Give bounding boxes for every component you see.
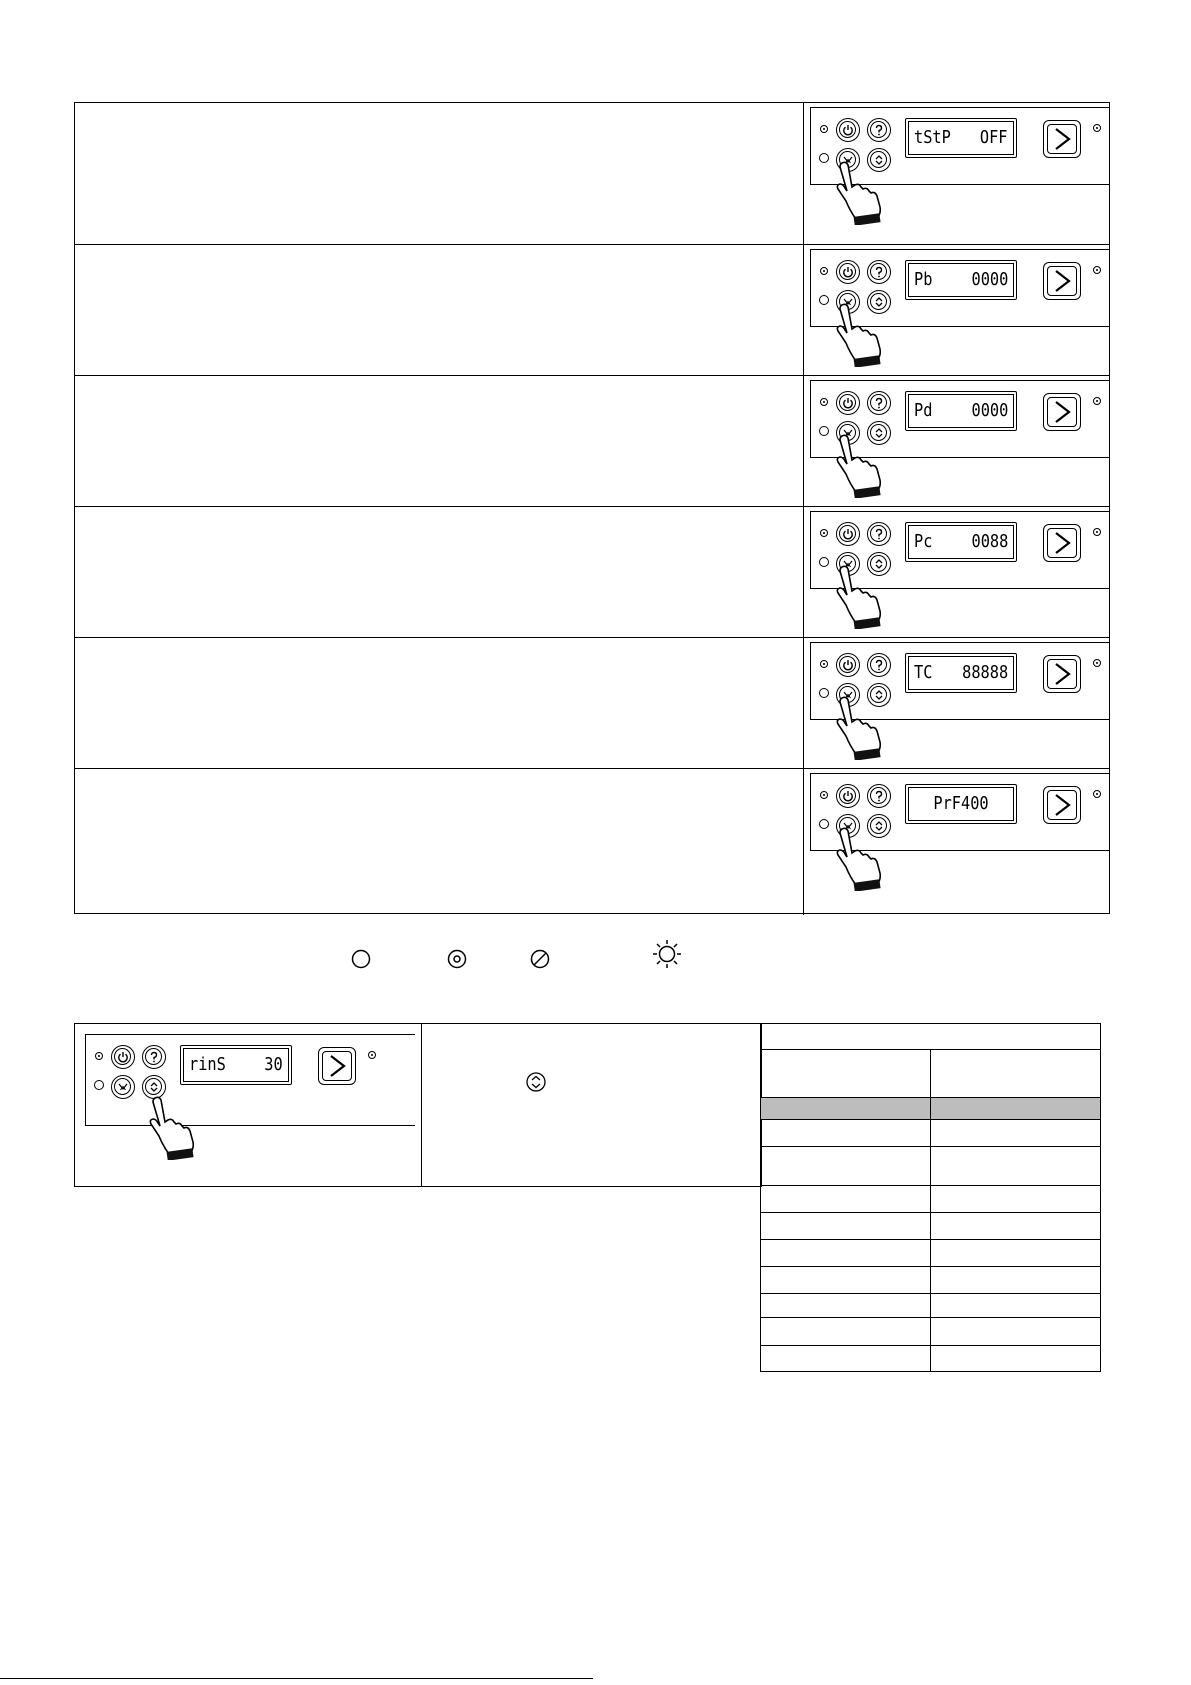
led-fast-blinking-icon bbox=[651, 938, 683, 975]
pressing-hand-icon bbox=[832, 161, 892, 225]
step-illustration bbox=[803, 638, 1109, 768]
status-led-icon bbox=[819, 819, 829, 829]
display-value: 30 bbox=[264, 1054, 283, 1075]
indicator-dot-icon bbox=[1093, 124, 1101, 132]
lcd-display bbox=[180, 1045, 292, 1085]
display-value: 0088 bbox=[971, 531, 1008, 552]
step-description bbox=[75, 376, 803, 506]
table-cell bbox=[931, 1294, 1101, 1318]
pressing-hand-icon bbox=[145, 1096, 205, 1160]
status-led-icon bbox=[819, 688, 829, 698]
step-description bbox=[75, 245, 803, 375]
led-on-icon bbox=[446, 948, 468, 975]
next-button[interactable] bbox=[1043, 120, 1081, 158]
display-value: 0000 bbox=[971, 400, 1008, 421]
step-row bbox=[75, 375, 1109, 506]
column-divider bbox=[421, 1024, 422, 1186]
settings-grid-table bbox=[760, 1023, 1101, 1372]
help-button[interactable] bbox=[867, 653, 891, 677]
lcd-display bbox=[905, 653, 1017, 693]
indicator-dot-icon bbox=[1093, 397, 1101, 405]
step-description bbox=[75, 507, 803, 637]
table-cell bbox=[931, 1318, 1101, 1346]
footnote-rule bbox=[0, 1678, 593, 1679]
next-button[interactable] bbox=[1043, 524, 1081, 562]
table-cell bbox=[931, 1240, 1101, 1267]
table-cell bbox=[931, 1120, 1101, 1147]
status-led-icon bbox=[94, 1080, 104, 1090]
power-button[interactable] bbox=[836, 784, 860, 808]
table-cell bbox=[761, 1294, 931, 1318]
help-button[interactable] bbox=[867, 260, 891, 284]
control-panel bbox=[85, 1034, 415, 1126]
display-parameter: Pb bbox=[914, 269, 933, 290]
next-button[interactable] bbox=[1043, 262, 1081, 300]
display-parameter: TC bbox=[914, 662, 933, 683]
pressing-hand-icon bbox=[832, 827, 892, 891]
status-led-icon bbox=[819, 557, 829, 567]
led-blinking-icon bbox=[529, 948, 551, 975]
lcd-display bbox=[905, 522, 1017, 562]
pressing-hand-icon bbox=[832, 434, 892, 498]
pressing-hand-icon bbox=[832, 303, 892, 367]
help-button[interactable] bbox=[867, 522, 891, 546]
step-illustration bbox=[803, 376, 1109, 506]
indicator-dot-icon bbox=[820, 125, 828, 133]
step-illustration bbox=[803, 769, 1109, 915]
display-parameter: tStP bbox=[914, 127, 951, 148]
indicator-dot-icon bbox=[368, 1051, 376, 1059]
table-cell bbox=[761, 1346, 931, 1372]
rinse-panel-illustration bbox=[85, 1024, 415, 1184]
next-button[interactable] bbox=[1043, 655, 1081, 693]
step-description bbox=[75, 103, 803, 244]
indicator-dot-icon bbox=[1093, 790, 1101, 798]
display-parameter: Pd bbox=[914, 400, 933, 421]
indicator-dot-icon bbox=[820, 529, 828, 537]
table-cell bbox=[931, 1147, 1101, 1186]
indicator-dot-icon bbox=[1093, 528, 1101, 536]
help-button[interactable] bbox=[867, 784, 891, 808]
indicator-dot-icon bbox=[1093, 659, 1101, 667]
table-cell bbox=[761, 1213, 931, 1240]
status-led-icon bbox=[819, 295, 829, 305]
start-button[interactable] bbox=[111, 1075, 135, 1099]
step-description bbox=[75, 769, 803, 915]
pressing-hand-icon bbox=[832, 565, 892, 629]
step-description bbox=[75, 638, 803, 768]
table-cell bbox=[931, 1346, 1101, 1372]
table-cell bbox=[761, 1267, 931, 1294]
display-value: 0000 bbox=[971, 269, 1008, 290]
step-row bbox=[75, 506, 1109, 637]
lcd-display bbox=[905, 260, 1017, 300]
indicator-dot-icon bbox=[1093, 266, 1101, 274]
display-value: 88888 bbox=[961, 662, 1008, 683]
next-button[interactable] bbox=[1043, 393, 1081, 431]
power-button[interactable] bbox=[111, 1045, 135, 1069]
pressing-hand-icon bbox=[832, 696, 892, 760]
lcd-display bbox=[905, 118, 1017, 158]
step-illustration bbox=[803, 507, 1109, 637]
table-cell bbox=[931, 1267, 1101, 1294]
lcd-display bbox=[905, 784, 1017, 824]
status-led-icon bbox=[819, 426, 829, 436]
table-cell bbox=[761, 1240, 931, 1267]
table-cell-shaded bbox=[931, 1098, 1101, 1120]
steps-table bbox=[74, 102, 1110, 914]
power-button[interactable] bbox=[836, 118, 860, 142]
help-button[interactable] bbox=[867, 118, 891, 142]
next-button[interactable] bbox=[1043, 786, 1081, 824]
indicator-dot-icon bbox=[820, 660, 828, 668]
rinse-step-box bbox=[74, 1023, 762, 1187]
indicator-dot-icon bbox=[820, 791, 828, 799]
power-button[interactable] bbox=[836, 653, 860, 677]
status-led-icon bbox=[819, 153, 829, 163]
table-cell bbox=[761, 1120, 931, 1147]
power-button[interactable] bbox=[836, 260, 860, 284]
step-row bbox=[75, 244, 1109, 375]
indicator-dot-icon bbox=[820, 398, 828, 406]
table-cell bbox=[931, 1213, 1101, 1240]
table-cell bbox=[931, 1050, 1101, 1098]
step-row bbox=[75, 103, 1109, 244]
table-cell bbox=[931, 1186, 1101, 1213]
table-cell bbox=[761, 1050, 931, 1098]
table-cell bbox=[761, 1147, 931, 1186]
step-row bbox=[75, 637, 1109, 768]
lcd-display bbox=[905, 391, 1017, 431]
display-parameter: rinS bbox=[189, 1054, 226, 1075]
next-button[interactable] bbox=[318, 1047, 356, 1085]
table-header-cell bbox=[761, 1024, 1101, 1050]
display-parameter: Pc bbox=[914, 531, 933, 552]
led-off-icon bbox=[350, 948, 372, 975]
step-illustration bbox=[803, 103, 1109, 244]
indicator-dot-icon bbox=[95, 1052, 103, 1060]
step-row bbox=[75, 768, 1109, 915]
up-down-arrows-icon bbox=[525, 1071, 547, 1098]
table-cell bbox=[761, 1186, 931, 1213]
help-button[interactable] bbox=[867, 391, 891, 415]
table-cell-shaded bbox=[761, 1098, 931, 1120]
power-button[interactable] bbox=[836, 391, 860, 415]
power-button[interactable] bbox=[836, 522, 860, 546]
help-button[interactable] bbox=[142, 1045, 166, 1069]
display-text: PrF400 bbox=[933, 793, 989, 814]
step-illustration bbox=[803, 245, 1109, 375]
display-value: OFF bbox=[980, 127, 1008, 148]
indicator-dot-icon bbox=[820, 267, 828, 275]
table-cell bbox=[761, 1318, 931, 1346]
